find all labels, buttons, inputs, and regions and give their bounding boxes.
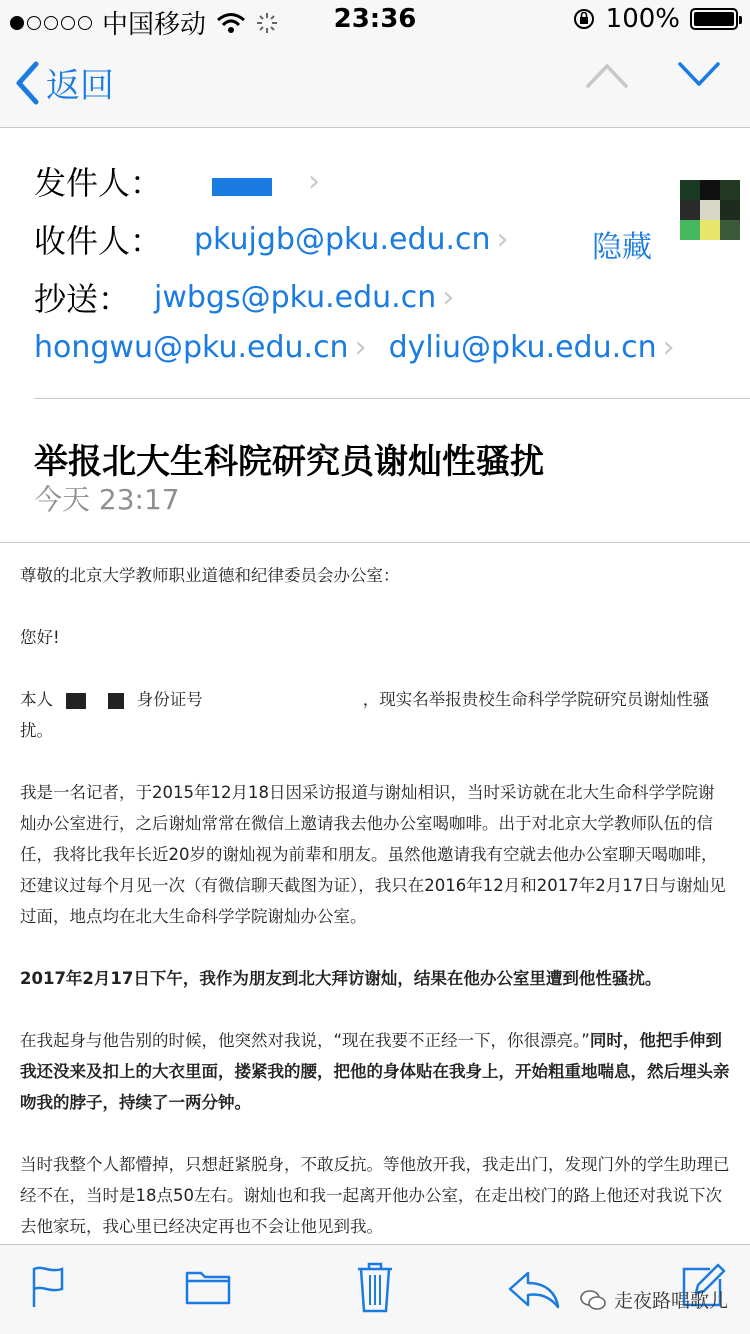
email-subject: 举报北大生科院研究员谢灿性骚扰: [34, 442, 544, 482]
orientation-lock-icon: [572, 7, 596, 31]
battery-percent: 100%: [605, 4, 680, 34]
cc-label: 抄送：: [34, 280, 131, 318]
paragraph-incident-date: [20, 963, 730, 994]
status-time: 23:36: [333, 4, 417, 34]
incident-date-text: 2017年2月17日下午，我作为朋友到北大拜访谢灿，结果在他办公室里遭到他性骚扰。: [20, 969, 662, 988]
incident-details: 同时，他把手伸到我还没来及扣上的大衣里面，搂紧我的腰，把他的身体贴在我身上，开始粗重地喘息，然后埋头亲吻我的脖子，持续了一两分钟。: [20, 1031, 730, 1112]
name-redaction: [66, 693, 86, 709]
id-label: 身份证号: [136, 690, 203, 709]
to-label: 收件人：: [34, 222, 163, 260]
paragraph-background: 我是一名记者，于2015年12月18日因采访报道与谢灿相识，当时采访就在北大生命科学学院谢灿办公室进行，之后谢灿常常在微信上邀请我去他办公室喝咖啡。出于对北京大学教师队伍的信任，我将比我年长近20岁的谢灿视为前辈和朋友。虽然他邀请我有空就去他办公室聊天喝咖啡，还建议过每个月见一次（有微信聊天截图为证），我只在2016年12月和2017年2月17日与谢灿见过面，地点均在北大生命科学学院谢灿办公室。: [20, 783, 726, 926]
watermark: [580, 1286, 728, 1313]
identity-prefix: 本人: [20, 690, 53, 709]
chevron-right-icon: ›: [662, 330, 675, 365]
to-address[interactable]: pkujgb@pku.edu.cn: [194, 221, 491, 257]
chevron-right-icon: ›: [354, 330, 367, 365]
greeting: 您好!: [20, 628, 60, 647]
from-label: 发件人：: [34, 164, 163, 202]
status-bar: [0, 0, 750, 40]
hide-details-button[interactable]: 隐藏: [592, 230, 652, 265]
from-row: [34, 158, 320, 204]
sender-redacted[interactable]: [212, 178, 272, 196]
trash-button[interactable]: [356, 1261, 394, 1313]
carrier-name: 中国移动: [102, 10, 207, 40]
identity-suffix: ，现实名举报贵校生命科学学院研究员谢灿性骚扰。: [20, 690, 710, 740]
cc-address-1[interactable]: jwbgs@pku.edu.cn: [154, 279, 437, 315]
back-label: 返回: [46, 66, 114, 106]
wechat-icon: [580, 1289, 606, 1311]
chevron-right-icon: ›: [308, 163, 321, 199]
name-redaction: [108, 693, 124, 709]
flag-button[interactable]: [30, 1265, 66, 1309]
chevron-right-icon: ›: [496, 221, 509, 257]
battery-icon: [690, 8, 738, 30]
header-divider: [34, 398, 750, 399]
chevron-left-icon: [14, 61, 40, 105]
salutation: 尊敬的北京大学教师职业道德和纪律委员会办公室：: [20, 566, 400, 585]
to-row: [34, 216, 509, 262]
folder-button[interactable]: [185, 1265, 231, 1305]
paragraph-incident: [20, 1025, 730, 1118]
previous-message-button[interactable]: [586, 62, 628, 88]
email-date: 今天 23:17: [34, 483, 180, 516]
email-body: [20, 560, 730, 1334]
reply-button[interactable]: [508, 1269, 560, 1309]
next-message-button[interactable]: [678, 62, 720, 88]
subject-divider: [0, 542, 750, 543]
incident-quote: 在我起身与他告别的时候，他突然对我说，“现在我要不正经一下，你很漂亮。”: [20, 1031, 590, 1050]
chevron-right-icon: ›: [442, 279, 455, 315]
cc-row: [34, 274, 454, 320]
paragraph-aftermath: 当时我整个人都懵掉，只想赶紧脱身，不敢反抗。等他放开我，我走出门，发现门外的学生助理已经不在，当时是18点50左右。谢灿也和我一起离开他办公室，在走出校门的路上他还对我说下次去他家玩，我心里已经决定再也不会让他见到我。: [20, 1155, 730, 1236]
paragraph-identity: [20, 684, 730, 746]
sender-avatar: [680, 180, 740, 240]
back-button[interactable]: [14, 58, 114, 107]
navigation-bar: [0, 40, 750, 128]
watermark-text: 走夜路唱歌儿: [613, 1290, 728, 1312]
cc-address-2[interactable]: hongwu@pku.edu.cn: [34, 330, 349, 365]
cc-row-2: [34, 330, 675, 365]
cc-address-3[interactable]: dyliu@pku.edu.cn: [388, 330, 657, 365]
